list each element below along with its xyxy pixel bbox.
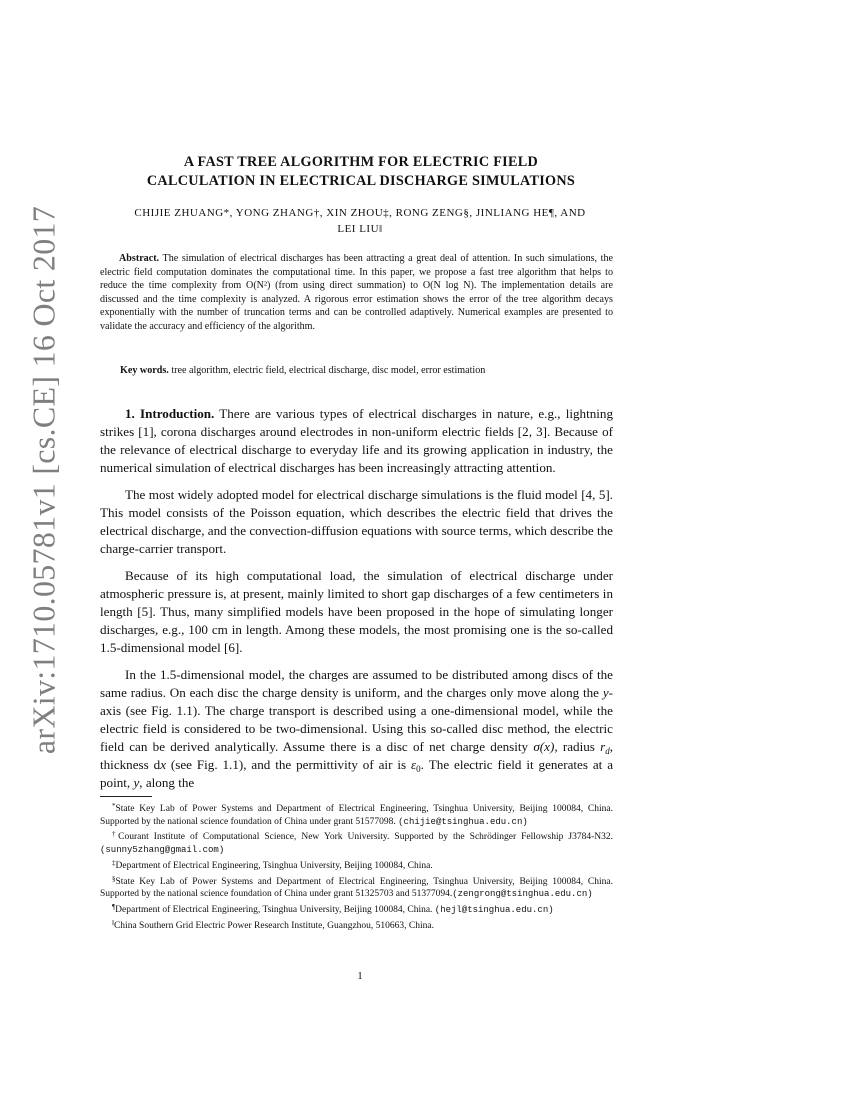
keywords-label: Key words. [120, 365, 169, 376]
math-subscript: 0 [416, 764, 421, 774]
paragraph-text: . The electric field it generates at a point, [100, 757, 614, 790]
footnote-mark: ‖ [112, 918, 114, 927]
paragraph-text: There are various types of electrical discharges in nature, e.g., lightning strikes [1], corona discharges around electrodes in non-uniform electric fields [2, 3]. Because of the relevance of electrical discharge to everyday life and its growing application in industry, the numerical simulation of electrical discharges has been increasingly attracting attention. [100, 406, 613, 475]
paragraph [100, 405, 613, 477]
abstract-label: Abstract. [119, 253, 160, 264]
abstract-text: The simulation of electrical discharges has been attracting a great deal of attention. In such simulations, the electric field computation dominates the computational time. In this paper, we propose a fast tree algorithm that helps to reduce the time complexity from O(N²) (from using direct summation) to O(N log N). The implementation details are discussed and the time complexity is analyzed. A rigorous error estimation shows the error of the tree algorithm decays exponentially with the number of truncation terms and can be controlled adaptively. Numerical examples are presented to validate the accuracy and efficiency of the algorithm. [100, 253, 614, 332]
paragraph-text: In the 1.5-dimensional model, the charges are assumed to be distributed among discs of the same radius. On each disc the charge density is uniform, and the charges only move along the [100, 667, 613, 700]
math-var: r [600, 739, 606, 754]
math-var: x [160, 757, 166, 772]
math-var: y [133, 775, 140, 790]
section-heading: 1. Introduction. [125, 406, 215, 421]
main-body [100, 405, 613, 801]
footnotes [100, 800, 613, 932]
footnote-rule [100, 796, 152, 797]
footnote-text: China Southern Grid Electric Power Research Institute, Guangzhou, 510663, China. [113, 920, 434, 931]
authors-line-2: LEI LIU‖ [337, 223, 383, 235]
authors-line-1: CHIJIE ZHUANG*, YONG ZHANG†, XIN ZHOU‡, RONG ZENG§, JINLIANG HE¶, AND [134, 207, 586, 219]
footnote [100, 873, 613, 901]
math-var: σ(x) [533, 739, 555, 754]
footnote-text: State Key Lab of Power Systems and Department of Electrical Engineering, Tsinghua University, Beijing 100084, China. Supported by the national science foundation of China under grant 51577098. [100, 804, 613, 827]
paragraph-text: -axis (see Fig. 1.1). The charge transport is described using a one-dimensional model, while the electric field is considered to be two-dimensional. Using this so-called disc method, the electric field can be derived analytically. Assume there is a disc of net charge density [100, 685, 613, 754]
title-line-1: A FAST TREE ALGORITHM FOR ELECTRIC FIELD [183, 154, 539, 170]
page-number: 1 [357, 970, 363, 982]
footnote-text: Courant Institute of Computational Science, New York University. Supported by the Schrödinger Fellowship J3784-N32. [118, 832, 613, 843]
math-var: ε [410, 757, 417, 772]
paper-title [100, 153, 622, 191]
footnote [100, 917, 613, 933]
footnote [100, 857, 613, 873]
math-var: y [602, 685, 609, 700]
footnote-mark: § [112, 874, 116, 883]
paragraph: Because of its high computational load, the simulation of electrical discharge under atmospheric pressure is, at present, mainly limited to short gap discharges of a few centimeters in length [5]. Thus, many simplified models have been proposed in the hope of simulating longer discharges, e.g., 100 cm in length. Among these models, the most promising one is the so-called 1.5-dimensional model [6]. [100, 568, 613, 655]
footnote-text: Department of Electrical Engineering, Tsinghua University, Beijing 100084, China. [115, 904, 433, 915]
title-line-2: CALCULATION IN ELECTRICAL DISCHARGE SIMULATIONS [146, 173, 576, 189]
author-list [100, 205, 620, 237]
footnote-mark: † [112, 830, 119, 839]
keywords-text: tree algorithm, electric field, electrical discharge, disc model, error estimation [171, 365, 486, 376]
footnote [100, 800, 613, 828]
arxiv-stamp[interactable]: arXiv:1710.05781v1 [cs.CE] 16 Oct 2017 [25, 205, 62, 755]
email-link[interactable]: (sunny5zhang@gmail.com) [100, 845, 225, 856]
paragraph-text: (see Fig. 1.1), and the permittivity of air is [166, 757, 411, 772]
footnote-mark: * [112, 802, 116, 810]
math-subscript: d [605, 746, 610, 756]
paragraph-text: , thickness d [100, 739, 613, 772]
email-link[interactable]: (zengrong@tsinghua.edu.cn) [452, 889, 593, 900]
footnote [100, 901, 613, 917]
paragraph-text: , radius [554, 739, 601, 754]
paragraph: The most widely adopted model for electrical discharge simulations is the fluid model [4, 5]. This model consists of the Poisson equation, which describes the electric field that drives the electrical discharge, and the convection-diffusion equations with source terms, which describe the charge-carrier transport. [100, 487, 613, 556]
paragraph-text: , along the [139, 775, 195, 790]
keywords [120, 364, 620, 378]
footnote [100, 828, 613, 856]
email-link[interactable]: (chijie@tsinghua.edu.cn) [398, 816, 528, 827]
paragraph [100, 666, 613, 792]
footnote-text: Department of Electrical Engineering, Tsinghua University, Beijing 100084, China. [115, 860, 433, 871]
email-link[interactable]: (hejl@tsinghua.edu.cn) [434, 904, 554, 915]
abstract [100, 252, 613, 333]
footnote-text: State Key Lab of Power Systems and Department of Electrical Engineering, Tsinghua University, Beijing 100084, China. Supported by the national science foundation of China under grant 51325703 and 51377094. [100, 876, 613, 900]
footnote-mark: ¶ [112, 902, 116, 911]
footnote-mark: ‡ [112, 858, 116, 867]
